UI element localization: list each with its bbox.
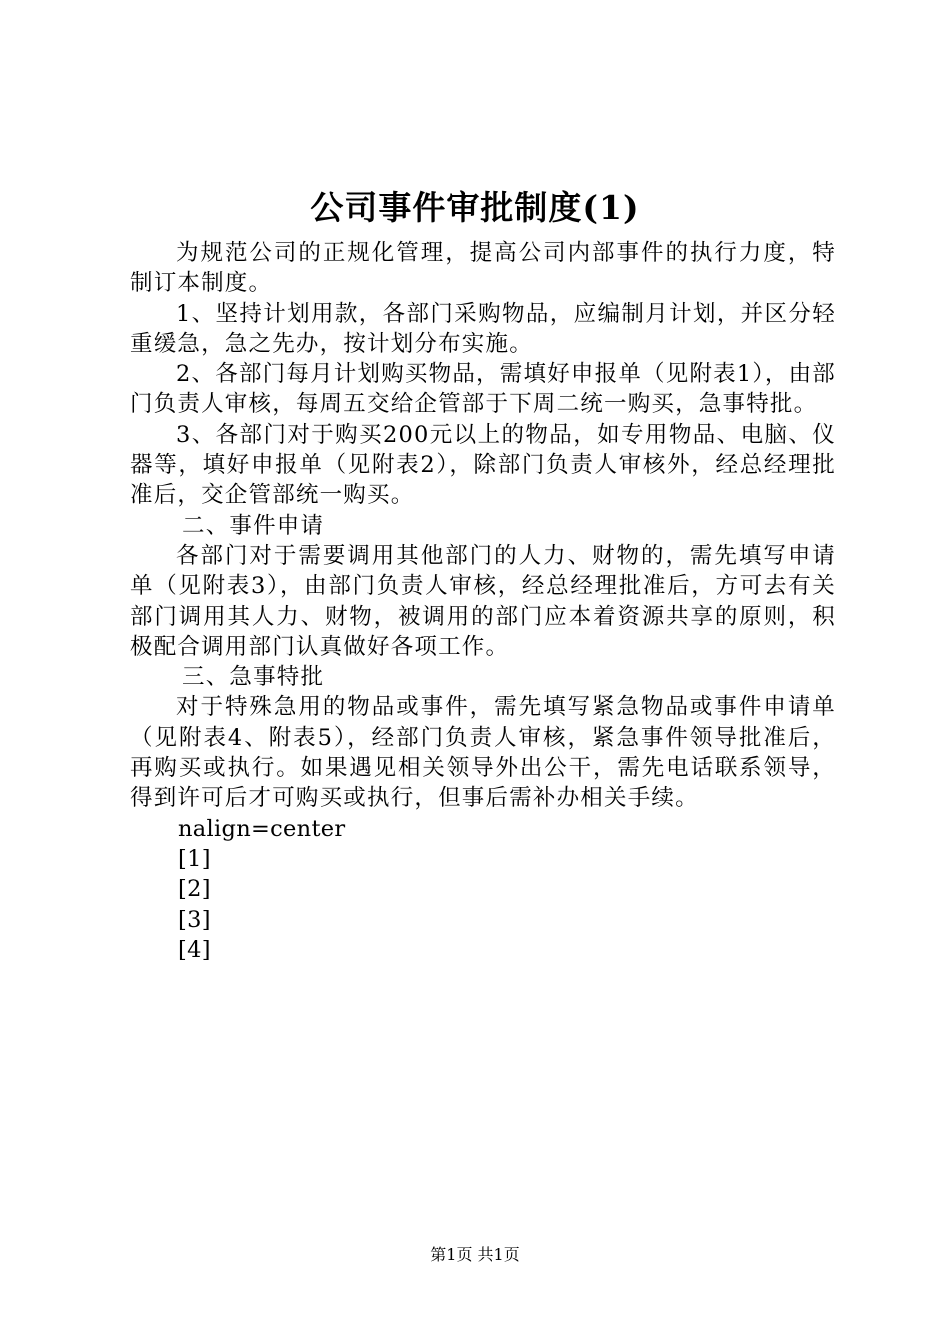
rule-item-2: 2、各部门每月计划购买物品，需填好申报单（见附表1），由部门负责人审核，每周五交给企管部于下周二统一购买，急事特批。 xyxy=(130,361,836,418)
page-footer: 第1页 共1页 xyxy=(430,1245,520,1264)
reference-1: [1] xyxy=(178,845,211,872)
reference-2: [2] xyxy=(178,876,211,903)
intro-paragraph: 为规范公司的正规化管理，提高公司内部事件的执行力度，特制订本制度。 xyxy=(130,240,836,297)
document-title: 公司事件审批制度(1) xyxy=(310,188,640,227)
document-body xyxy=(130,238,836,965)
section-heading-event-application: 二、事件申请 xyxy=(182,512,325,539)
urgent-approval-paragraph: 对于特殊急用的物品或事件，需先填写紧急物品或事件申请单（见附表4、附表5），经部门负责人审核，紧急事件领导批准后，再购买或执行。如果遇见相关领导外出公干，需先电话联系领导，得到许可后才可购买或执行，但事后需补办相关手续。 xyxy=(130,694,836,812)
rule-item-1: 1、坚持计划用款，各部门采购物品，应编制月计划，并区分轻重缓急，急之先办，按计划分布实施。 xyxy=(130,300,836,357)
section-heading-urgent-approval: 三、急事特批 xyxy=(182,664,325,691)
rule-item-3: 3、各部门对于购买200元以上的物品，如专用物品、电脑、仪器等，填好申报单（见附表2），除部门负责人审核外，经总经理批准后，交企管部统一购买。 xyxy=(130,421,836,509)
reference-3: [3] xyxy=(178,906,211,933)
reference-4: [4] xyxy=(178,936,211,963)
event-application-paragraph: 各部门对于需要调用其他部门的人力、财物的，需先填写申请单（见附表3），由部门负责人审核，经总经理批准后，方可去有关部门调用其人力、财物，被调用的部门应本着资源共享的原则，积极配合调用部门认真做好各项工作。 xyxy=(130,542,836,660)
stray-markup-text: nalign=center xyxy=(178,815,346,842)
